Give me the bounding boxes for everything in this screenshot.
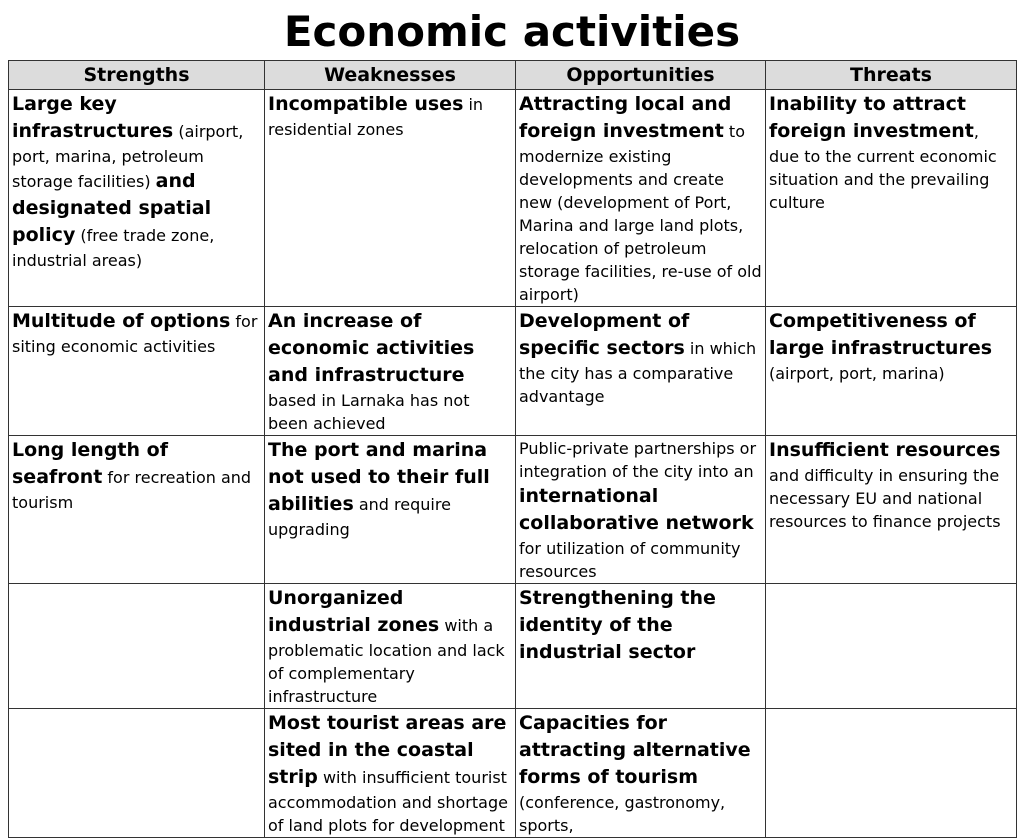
threats-cell xyxy=(766,584,1017,709)
cell-text-bold: Capacities for attracting alternative forms of tourism xyxy=(519,712,751,788)
cell-text-bold: Long length of seafront xyxy=(12,439,168,488)
table-row xyxy=(9,90,1017,307)
strengths-cell xyxy=(9,90,265,307)
header-weaknesses: Weaknesses xyxy=(265,61,516,90)
table-row xyxy=(9,584,1017,709)
cell-text: (conference, gastronomy, sports, xyxy=(519,793,726,835)
cell-text: in residential zones xyxy=(268,95,484,139)
threats-cell xyxy=(766,307,1017,436)
cell-text-bold: Development of specific sectors xyxy=(519,310,690,359)
cell-text-bold: Multitude of options xyxy=(12,310,231,332)
header-strengths: Strengths xyxy=(9,61,265,90)
strengths-cell xyxy=(9,436,265,584)
opportunities-cell xyxy=(516,436,766,584)
cell-text: with insufficient tourist accommodation and shortage of land plots for development xyxy=(268,768,508,835)
cell-text: for siting economic activities xyxy=(12,312,258,356)
cell-text: with a problematic location and lack of complementary infrastructure xyxy=(268,616,505,706)
threats-cell xyxy=(766,90,1017,307)
table-row xyxy=(9,307,1017,436)
weaknesses-cell xyxy=(265,307,516,436)
cell-text-bold: The port and marina not used to their full abilities xyxy=(268,439,490,515)
cell-text: (airport, port, marina) xyxy=(769,364,945,383)
swot-table xyxy=(8,60,1017,838)
cell-text: , due to the current economic situation and the prevailing culture xyxy=(769,122,997,212)
opportunities-cell xyxy=(516,307,766,436)
cell-text-bold: Large key infrastructures xyxy=(12,93,174,142)
weaknesses-cell xyxy=(265,709,516,838)
cell-text: (airport, port, marina, petroleum storage facilities) xyxy=(12,122,244,191)
weaknesses-cell xyxy=(265,436,516,584)
weaknesses-cell xyxy=(265,584,516,709)
cell-text: (free trade zone, industrial areas) xyxy=(12,226,215,270)
cell-text-bold: Most tourist areas are sited in the coastal strip xyxy=(268,712,507,788)
table-row xyxy=(9,709,1017,838)
cell-text-bold: Inability to attract foreign investment xyxy=(769,93,974,142)
header-row xyxy=(9,61,1017,90)
cell-text-bold: Incompatible uses xyxy=(268,93,464,115)
strengths-cell xyxy=(9,584,265,709)
cell-text: for recreation and tourism xyxy=(12,468,252,512)
cell-text: and require upgrading xyxy=(268,495,451,539)
cell-text-bold: An increase of economic activities and infrastructure xyxy=(268,310,475,386)
cell-text-bold: international collaborative network xyxy=(519,485,754,534)
cell-text: for utilization of community resources xyxy=(519,539,741,581)
threats-cell xyxy=(766,436,1017,584)
header-threats: Threats xyxy=(766,61,1017,90)
cell-text: Public-private partnerships or integration of the city into an xyxy=(519,439,757,481)
cell-text: to modernize existing developments and create new (development of Port, Marina and large land plots, relocation of petroleum storage facilities, re-use of old airport) xyxy=(519,122,762,304)
strengths-cell xyxy=(9,307,265,436)
weaknesses-cell xyxy=(265,90,516,307)
cell-text: and difficulty in ensuring the necessary EU and national resources to finance projects xyxy=(769,466,1001,531)
opportunities-cell xyxy=(516,90,766,307)
cell-text: in which the city has a comparative advantage xyxy=(519,339,757,406)
opportunities-cell xyxy=(516,709,766,838)
cell-text: based in Larnaka has not been achieved xyxy=(268,391,470,433)
header-opportunities: Opportunities xyxy=(516,61,766,90)
page-title: Economic activities xyxy=(283,7,741,56)
cell-text-bold: Insufficient resources xyxy=(769,439,1001,461)
cell-text-bold: and designated spatial policy xyxy=(12,170,212,246)
cell-text-bold: Attracting local and foreign investment xyxy=(519,93,732,142)
table-row xyxy=(9,436,1017,584)
threats-cell xyxy=(766,709,1017,838)
cell-text-bold: Competitiveness of large infrastructures xyxy=(769,310,993,359)
cell-text-bold: Strengthening the identity of the industrial sector xyxy=(519,587,716,663)
strengths-cell xyxy=(9,709,265,838)
cell-text-bold: Unorganized industrial zones xyxy=(268,587,440,636)
opportunities-cell xyxy=(516,584,766,709)
